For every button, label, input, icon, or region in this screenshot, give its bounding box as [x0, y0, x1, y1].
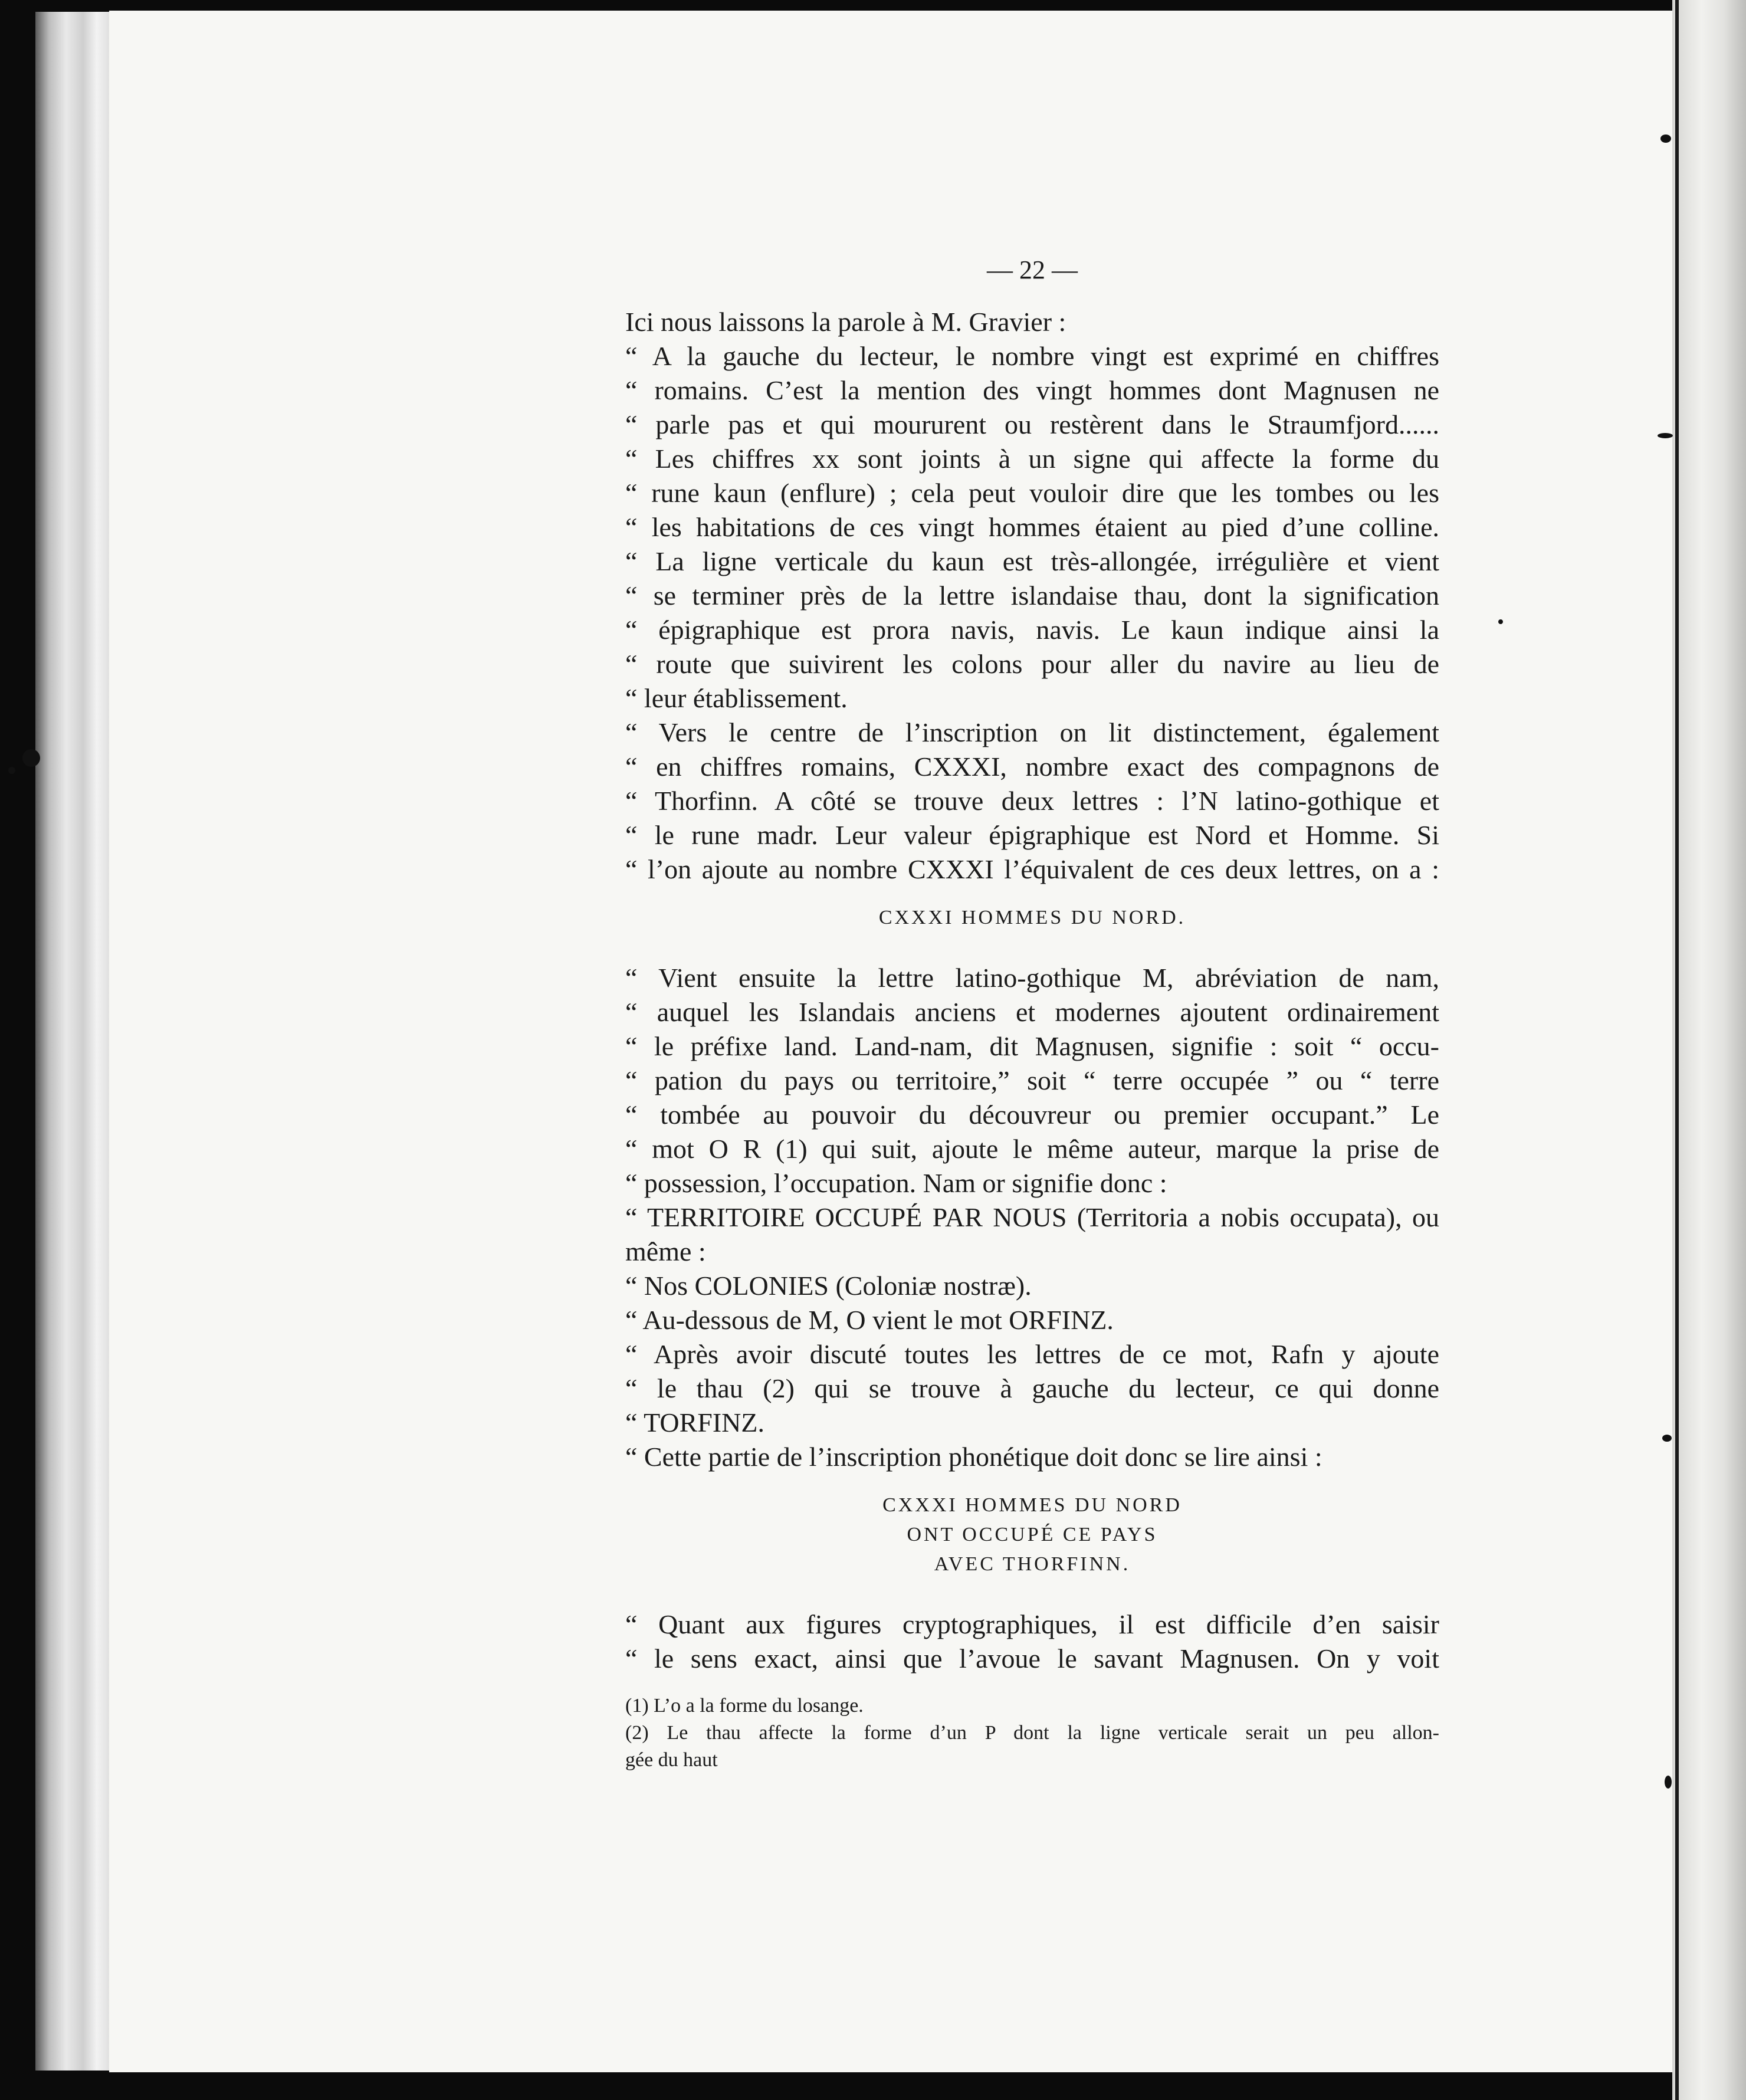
- text-line: “ pation du pays ou territoire,” soit “ terre occupée ” ou “ terre: [625, 1065, 1439, 1095]
- footnote: (2) Le thau affecte la forme d’un P dont la ligne verticale serait un peu allon-: [625, 1722, 1439, 1744]
- text-line: “ le rune madr. Leur valeur épigraphique est Nord et Homme. Si: [625, 820, 1439, 850]
- page-number: — 22 —: [987, 255, 1078, 284]
- text-line: “ Après avoir discuté toutes les lettres de ce mot, Rafn y ajoute: [625, 1339, 1439, 1369]
- text-line: “ rune kaun (enflure) ; cela peut vouloir dire que les tombes ou les: [625, 478, 1439, 508]
- text-line: “ mot O R (1) qui suit, ajoute le même auteur, marque la prise de: [625, 1134, 1439, 1164]
- right-edge-shadow: [1675, 0, 1679, 2100]
- text-line: “ Vers le centre de l’inscription on lit distinctement, également: [625, 717, 1439, 747]
- text-line: “ La ligne verticale du kaun est très-allongée, irrégulière et vient: [625, 546, 1439, 576]
- text-line: “ Vient ensuite la lettre latino-gothique M, abréviation de nam,: [625, 963, 1439, 993]
- centered-line: CXXXI HOMMES DU NORD: [882, 1494, 1182, 1516]
- centered-heading: CXXXI HOMMES DU NORD.: [878, 907, 1186, 928]
- paragraph-block-3: [625, 1607, 1439, 1676]
- scan-speck: [1658, 433, 1673, 438]
- text-line: “ en chiffres romains, CXXXI, nombre exact des compagnons de: [625, 752, 1439, 782]
- page-text: [625, 255, 1439, 1774]
- left-binding-edge: [35, 12, 112, 2071]
- text-line: “ Thorfinn. A côté se trouve deux lettres : l’N latino-gothique et: [625, 786, 1439, 816]
- text-line: “ A la gauche du lecteur, le nombre vingt est exprimé en chiffres: [625, 341, 1439, 371]
- scan-speck: [1665, 1776, 1672, 1789]
- text-line: “ parle pas et qui moururent ou restèrent dans le Straumfjord......: [625, 409, 1439, 439]
- text-line: “ se terminer près de la lettre islandaise thau, dont la signification: [625, 580, 1439, 611]
- text-line: “ Cette partie de l’inscription phonétique doit donc se lire ainsi :: [625, 1442, 1322, 1472]
- footnotes: [625, 1692, 1439, 1774]
- centered-line: AVEC THORFINN.: [934, 1553, 1131, 1575]
- text-line: “ Au-dessous de M, O vient le mot ORFINZ.: [625, 1305, 1114, 1335]
- text-line: “ route que suivirent les colons pour aller du navire au lieu de: [625, 649, 1439, 679]
- paragraph-block-1: [625, 305, 1439, 887]
- text-line: “ Les chiffres xx sont joints à un signe qui affecte la forme du: [625, 444, 1439, 474]
- text-line: “ TORFINZ.: [625, 1407, 764, 1438]
- scan-speck: [1662, 1435, 1672, 1442]
- scan-speck: [22, 749, 40, 767]
- text-line: même :: [625, 1236, 706, 1266]
- text-line: “ épigraphique est prora navis, navis. Le kaun indique ainsi la: [625, 615, 1439, 645]
- text-line: “ leur établissement.: [625, 683, 848, 713]
- text-line: “ Nos COLONIES (Coloniæ nostræ).: [625, 1271, 1032, 1301]
- text-line: “ TERRITOIRE OCCUPÉ PAR NOUS (Territoria a nobis occupata), ou: [625, 1202, 1439, 1232]
- centered-inscription: [625, 1491, 1439, 1579]
- text-line: “ le sens exact, ainsi que l’avoue le savant Magnusen. On y voit: [625, 1643, 1439, 1674]
- text-line: “ le thau (2) qui se trouve à gauche du lecteur, ce qui donne: [625, 1373, 1439, 1403]
- text-line: “ auquel les Islandais anciens et modernes ajoutent ordinairement: [625, 997, 1439, 1027]
- scan-speck: [1498, 619, 1503, 624]
- scan-speck: [8, 767, 15, 774]
- text-line: “ le préfixe land. Land-nam, dit Magnusen, signifie : soit “ occu-: [625, 1031, 1439, 1061]
- paragraph-block-2: [625, 961, 1439, 1474]
- text-line: “ tombée au pouvoir du découvreur ou premier occupant.” Le: [625, 1100, 1439, 1130]
- right-page-edge: [1672, 0, 1746, 2100]
- text-line: “ romains. C’est la mention des vingt hommes dont Magnusen ne: [625, 375, 1439, 405]
- text-line: “ l’on ajoute au nombre CXXXI l’équivalent de ces deux lettres, on a :: [625, 854, 1439, 884]
- centered-line: ONT OCCUPÉ CE PAYS: [907, 1524, 1158, 1546]
- text-line: “ Quant aux figures cryptographiques, il est difficile d’en saisir: [625, 1609, 1439, 1639]
- text-line: “ possession, l’occupation. Nam or signifie donc :: [625, 1168, 1167, 1198]
- text-line: Ici nous laissons la parole à M. Gravier :: [625, 307, 1066, 337]
- footnote: (1) L’o a la forme du losange.: [625, 1695, 864, 1717]
- scan-speck: [1660, 134, 1671, 143]
- text-line: “ les habitations de ces vingt hommes étaient au pied d’une colline.: [625, 512, 1439, 542]
- footnote: gée du haut: [625, 1749, 718, 1771]
